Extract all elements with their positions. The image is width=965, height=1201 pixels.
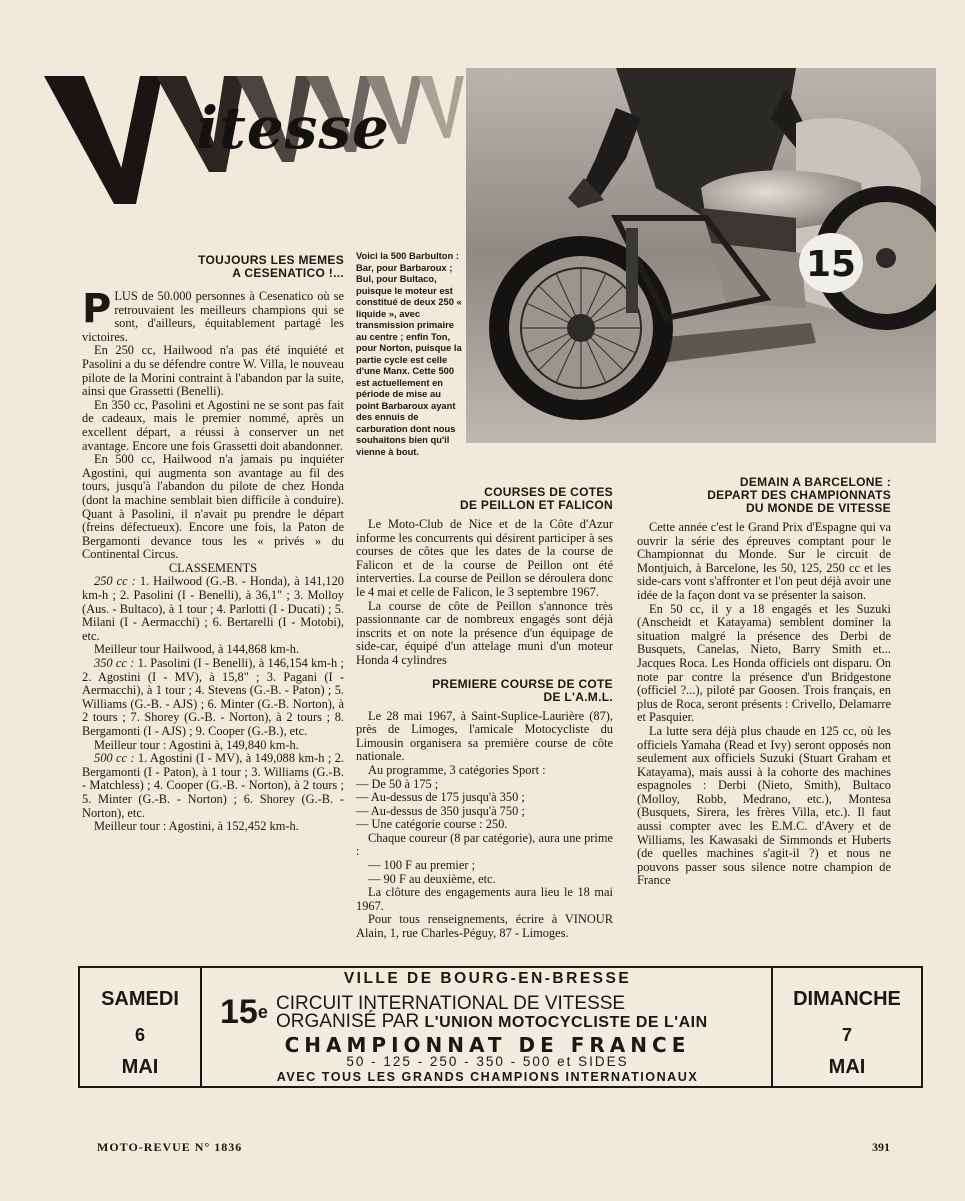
banner-line2 <box>276 1012 708 1033</box>
barcelone-paragraph: Cette année c'est le Grand Prix d'Espagne qui va ouvrir la série des épreuves comptant pour le Championnat du Monde. Sur le circuit de Montjuich, à Barcelone, les 50, 125, 250 cc et les side-cars vont s'affronter et l'on peut déjà avoir une idée de la façon dont va se présenter la saison. <box>637 520 891 602</box>
banner-championship: CHAMPIONNAT DE FRANCE <box>284 1033 691 1057</box>
best-lap-250: Meilleur tour Hailwood, à 144,868 km-h. <box>94 642 300 657</box>
article-courses-cotes <box>356 486 613 941</box>
courses-paragraph: Le Moto-Club de Nice et de la Côte d'Azur informe les concurrents qui désirent participer à ses courses de côtes que les dates de la course de Falicon et de la course de Peillon ont été interverties. La course de Peillon se déroulera donc le 4 mai et celle de Falicon, le 3 septembre 1967. <box>356 517 613 599</box>
results-250: 1. Hailwood (G.-B. - Honda), à 141,120 km-h ; 2. Pasolini (I - Benelli), à 36,1" ; 3. Molloy (Aus. - Bultaco), à 1 tour ; 4. Parlotti (I - Ducati) ; 5. Milani (I - Aermacchi) ; 6. Bertarelli (I - Motobi), etc. <box>82 574 344 643</box>
photo-caption: Voici la 500 Barbulton : Bar, pour Barbaroux ; Bul, pour Bultaco, puisque le moteur est constitué de deux 250 « liquide », avec transmission primaire au centre ; enfin Ton, pour Norton, puisque la partie cycle est celle d'une Manx. Cette 500 est actuellement en période de mise au point Barbaroux ayant des ennuis de carburation dont nous souhaitons bien qu'il vienne à bout. <box>356 250 462 457</box>
motorcycle-illustration <box>466 68 936 443</box>
heading-barcelone-3: DU MONDE DE VITESSE <box>745 501 891 515</box>
event-banner <box>78 966 923 1088</box>
footer-magazine: MOTO-REVUE N° 1836 <box>97 1140 243 1154</box>
aml-list-item: — De 50 à 175 ; <box>356 776 439 791</box>
masthead-title: itesse <box>196 94 390 162</box>
banner-right-num: 7 <box>841 1025 852 1045</box>
courses-paragraph: La course de côte de Peillon s'annonce très passionnante car de nombreux engagés sont déjà inscrits et on note la présence d'un équipage de side-car, équipé d'un attelage muni d'un moteur Honda 4 cylindres <box>356 598 613 667</box>
page-number: 391 <box>872 1140 890 1154</box>
heading-aml-2: DE L'A.M.L. <box>543 689 613 704</box>
banner-town: VILLE DE BOURG-EN-BRESSE <box>343 970 632 987</box>
heading-cesenatico-1: TOUJOURS LES MEMES <box>198 253 344 267</box>
banner-right-day: DIMANCHE <box>793 988 901 1010</box>
banner-organised-by: ORGANISÉ PAR <box>276 1011 420 1032</box>
banner-left-month: MAI <box>121 1056 159 1078</box>
banner-left-day: SAMEDI <box>101 988 179 1010</box>
classements-heading: CLASSEMENTS <box>168 560 258 575</box>
aml-list-item: — 100 F au premier ; <box>368 858 476 873</box>
drop-cap: P <box>82 286 112 332</box>
aml-list-item: — Au-dessus de 350 jusqu'à 750 ; <box>356 803 525 818</box>
heading-courses-2: DE PEILLON ET FALICON <box>460 498 613 512</box>
banner-sunday <box>771 968 921 1086</box>
banner-edition <box>220 994 268 1030</box>
aml-paragraph: Pour tous renseignements, écrire à VINOUR Alain, 1, rue Charles-Péguy, 87 - Limoges. <box>356 912 613 941</box>
barcelone-paragraph: En 50 cc, il y a 18 engagés et les Suzuki (Anscheidt et Katayama) semblent dominer la situation malgré la présence des Derbi de Busquets, Canelas, Nieto, Barry Smith et... Jacques Roca. Les Honda officiels ont disparu. On note par contre la présence d'un Bridgestone (officiel ?...), piloté par Goosen. Trois français, en plus de Roca, seront présents : Crivello, Delamarre et Pasquier. <box>637 601 891 725</box>
results-350: 1. Pasolini (I - Benelli), à 146,154 km-h ; 2. Agostini (I - MV), à 15,8" ; 3. Pagani (I - Aermacchi), à 1 tour ; 4. Stevens (G.-B. - Paton) ; 5. Williams (G.-B. - AJS) ; 6. Minter (G.-B. Norton), à 2 tours ; 7. Shorey (G.-B. - Norton), à 2 tours ; 8. Bergamonti (I - AJS) ; 9. Cooper (G.-B.), etc. <box>82 656 344 738</box>
banner-classes: 50 - 125 - 250 - 350 - 500 et SIDES <box>346 1054 629 1069</box>
aml-list-item: — Au-dessus de 175 jusqu'à 350 ; <box>356 790 525 805</box>
banner-center <box>202 968 773 1086</box>
banner-organiser: L'UNION MOTOCYCLISTE DE L'AIN <box>424 1014 708 1031</box>
banner-left-num: 6 <box>134 1025 145 1045</box>
class-label: 500 cc : <box>94 751 135 766</box>
barcelone-paragraph: La lutte sera déjà plus chaude en 125 cc, où les officiels Yamaha (Read et Ivy) seront opposés non seulement aux officiels Suzuki (Stuart Graham et Katayama), mais aussi à la cohorte des machines espagnoles : Derbi (Nieto, Smith), Bultaco (Molloy, Robb, Medrano, etc.), Montesa (Busquets, Sirera, les frères Villa, etc.). Il faut aussi compter avec les E.M.C. d'Avery et de Williams, les Kawasaki de Simmonds et Huberts (de quelles machines s'agit-il ?) et nous ne pouvons passer sous silence notre champion de France <box>637 723 891 888</box>
best-lap-350: Meilleur tour : Agostini à, 149,840 km-h. <box>94 737 299 752</box>
motorcycle-photo <box>466 68 936 443</box>
race-number: 15 <box>805 244 857 285</box>
class-label: 250 cc : <box>94 574 136 589</box>
cesenatico-paragraph: En 250 cc, Hailwood n'a pas été inquiété et Pasolini a du se défendre contre W. Villa, le nouveau pilote de la Morini contraint à l'abandon par la suite, ainsi que Grassetti (Benelli). <box>82 343 344 399</box>
aml-paragraph: Chaque coureur (8 par catégorie), aura une prime : <box>356 830 613 859</box>
heading-aml-1: PREMIERE COURSE DE COTE <box>432 676 613 691</box>
heading-barcelone-2: DEPART DES CHAMPIONNATS <box>707 488 891 502</box>
best-lap-500: Meilleur tour : Agostini, à 152,452 km-h. <box>94 819 299 834</box>
banner-line1: CIRCUIT INTERNATIONAL DE VITESSE <box>276 993 626 1014</box>
banner-champions: AVEC TOUS LES GRANDS CHAMPIONS INTERNATIONAUX <box>276 1070 699 1084</box>
article-barcelone <box>637 476 891 888</box>
heading-cesenatico-2: A CESENATICO !... <box>232 266 344 280</box>
banner-saturday <box>80 968 202 1086</box>
masthead <box>44 72 474 212</box>
aml-list-item: — 90 F au deuxième, etc. <box>368 871 496 886</box>
cesenatico-paragraph: En 500 cc, Hailwood n'a jamais pu inquiéter Agostini, qui augmenta son avantage au fil des tours, jusqu'à l'abandon du pilote de chez Honda (dont la machine semblait bien difficile à conduire). Quant à Pasolini, il n'avait pu prendre le départ (freins défectueux). Encore une fois, la Paton de Bergamonti devance tous les « privés » du Continental Circus. <box>82 452 344 562</box>
aml-paragraph: Au programme, 3 catégories Sport : <box>368 762 546 777</box>
aml-list-item: — Une catégorie course : 250. <box>356 817 508 832</box>
heading-barcelone-1: DEMAIN A BARCELONE : <box>739 475 891 489</box>
cesenatico-paragraph: LUS de 50.000 personnes à Cesenatico où se retrouvaient les meilleurs champions qui se sont, d'ailleurs, équitablement partagé les victoires. <box>82 289 344 344</box>
cesenatico-paragraph: En 350 cc, Pasolini et Agostini ne se sont pas fait de cadeaux, mais le premier nommé, après un excellent départ, a réussi à conserver un net avantage. Encore une fois Grassetti doit abandonner. <box>82 397 344 453</box>
class-label: 350 cc : <box>94 656 135 671</box>
banner-right-month: MAI <box>828 1056 866 1078</box>
aml-paragraph: La clôture des engagements aura lieu le 18 mai 1967. <box>356 885 613 913</box>
article-cesenatico <box>82 254 344 834</box>
edition-sup: e <box>257 1002 268 1022</box>
results-500: 1. Agostini (I - MV), à 149,088 km-h ; 2. Bergamonti (I - Paton), à 1 tour ; 3. Williams (G.-B. - Matchless) ; 4. Cooper (G.-B. - Norton), à 2 tours ; 5. Minter (G.-B. - Norton) ; 6. Shorey (G.-B. - Norton), etc. <box>82 751 344 820</box>
edition-number: 15 <box>220 993 258 1031</box>
heading-courses-1: COURSES DE COTES <box>484 485 613 499</box>
aml-paragraph: Le 28 mai 1967, à Saint-Suplice-Laurière (87), près de Limoges, l'amicale Motocycliste du Limousin organisera sa première course de côte nationale. <box>356 708 613 764</box>
